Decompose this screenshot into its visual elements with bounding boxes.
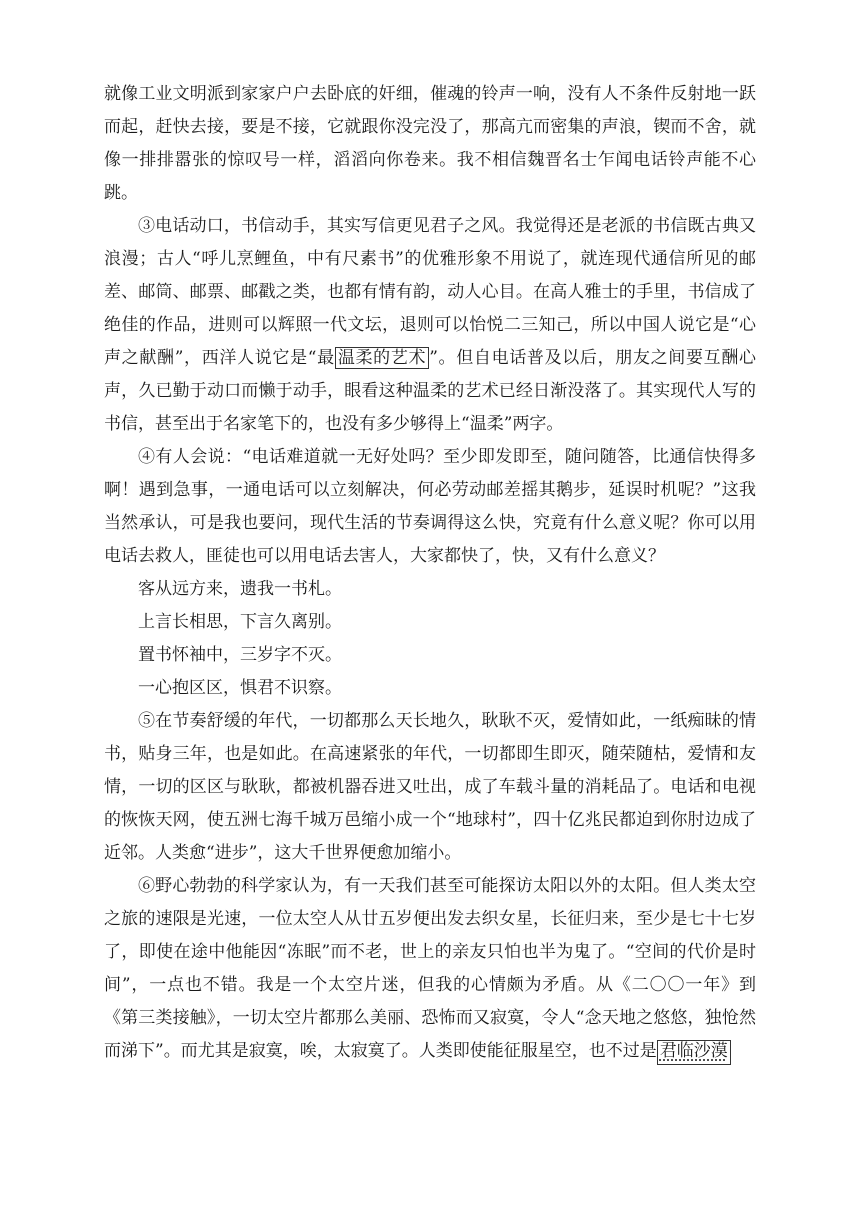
paragraph-6	[104, 870, 756, 1068]
paragraph-continued	[104, 78, 756, 210]
poem-line: 置书怀袖中，三岁字不灭。	[138, 645, 342, 665]
poem-line: 上言长相思，下言久离别。	[138, 612, 342, 632]
paragraph-4	[104, 441, 756, 573]
article-body	[104, 78, 756, 1068]
paragraph-text-after: ”。但自电话普及以后，朋友之间要互酬心声，久已勤于动口而懒于动手，眼看这种温柔的艺术已经日渐没落了。其实现代人写的书信，甚至出于名家笔下的，也没有多少够得上“温柔”两字。	[104, 348, 756, 434]
poem-block	[104, 573, 756, 705]
paragraph-text: 就像工业文明派到家家户户去卧底的奸细，催魂的铃声一响，没有人不条件反射地一跃而起，赶快去接，要是不接，它就跟你没完没了，那高亢而密集的声浪，锲而不舍，就像一排排嚣张的惊叹号一样，滔滔向你卷来。我不相信魏晋名士乍闻电话铃声能不心跳。	[104, 84, 756, 203]
poem-line: 客从远方来，遗我一书札。	[138, 579, 342, 599]
paragraph-3	[104, 210, 756, 441]
boxed-phrase-gentle-art: 温柔的艺术	[335, 347, 429, 369]
paragraph-5	[104, 705, 756, 870]
paragraph-text: ⑤在节奏舒缓的年代，一切都那么天长地久，耿耿不灭，爱情如此，一纸痴昧的情书，贴身三年，也是如此。在高速紧张的年代，一切都即生即灭，随荣随枯，爱情和友情，一切的区区与耿耿，都被机器吞进又吐出，成了车载斗量的消耗品了。电话和电视的恢恢天网，使五洲七海千城万邑缩小成一个“地球村”，四十亿兆民都迫到你肘边成了近邻。人类愈“进步”，这大千世界便愈加缩小。	[104, 711, 756, 863]
paragraph-text: ④有人会说：“电话难道就一无好处吗？至少即发即至，随问随答，比通信快得多啊！遇到急事，一通电话可以立刻解决，何必劳动邮差摇其鹅步，延误时机呢？”这我当然承认，可是我也要问，现代生活的节奏调得这么快，究竟有什么意义呢？你可以用电话去救人，匪徒也可以用电话去害人，大家都快了，快，又有什么意义？	[104, 447, 756, 566]
boxed-phrase-desert: 君临沙漠	[657, 1040, 731, 1065]
poem-line: 一心抱区区，惧君不识察。	[138, 678, 342, 698]
paragraph-text-before: ③电话动口，书信动手，其实写信更见君子之风。我觉得还是老派的书信既古典又浪漫；古人“呼儿烹鲤鱼，中有尺素书”的优雅形象不用说了，就连现代通信所见的邮差、邮筒、邮票、邮戳之类，也都有情有韵，动人心目。在高人雅士的手里，书信成了绝佳的作品，进则可以辉照一代文坛，退则可以怡悦二三知己，所以中国人说它是“心声之献酬”，西洋人说它是“最	[104, 216, 756, 368]
paragraph-text-before: ⑥野心勃勃的科学家认为，有一天我们甚至可能探访太阳以外的太阳。但人类太空之旅的速限是光速，一位太空人从廿五岁便出发去织女星，长征归来，至少是七十七岁了，即使在途中他能因“冻眠”而不老，世上的亲友只怕也半为鬼了。“空间的代价是时间”，一点也不错。我是一个太空片迷，但我的心情颇为矛盾。从《二〇〇一年》到《第三类接触》，一切太空片都那么美丽、恐怖而又寂寞，令人“念天地之悠悠，独怆然而涕下”。而尤其是寂寞，唉，太寂寞了。人类即使能征服星空，也不过是	[104, 876, 756, 1061]
